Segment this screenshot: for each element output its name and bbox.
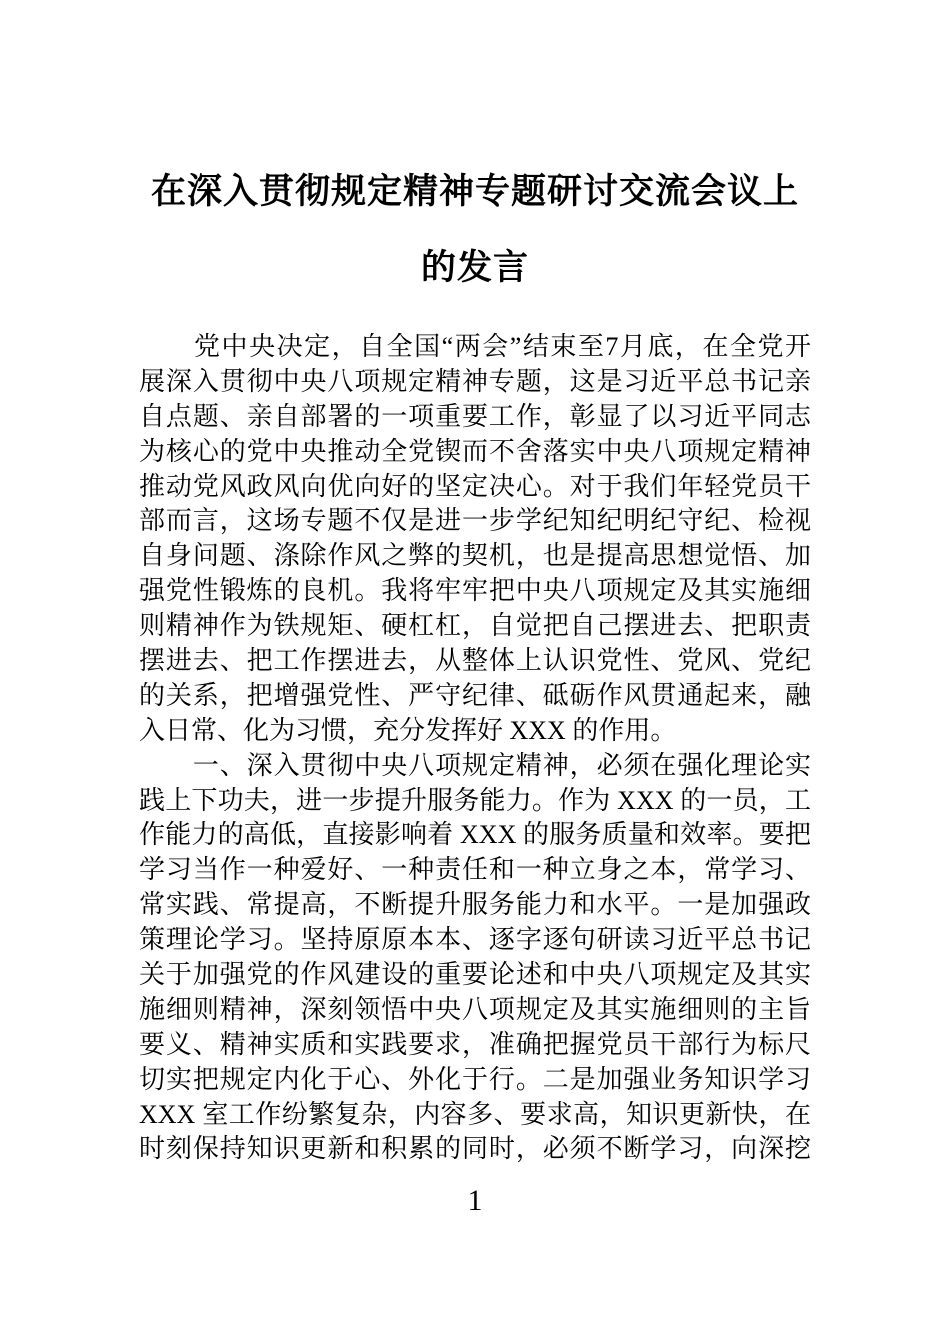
title-line-2: 的发言 bbox=[420, 248, 529, 287]
paragraph bbox=[139, 749, 811, 1168]
body-line: 则精神作为铁规矩、硬杠杠，自觉把自己摆进去、把职责 bbox=[139, 611, 811, 641]
body-line: XXX 室工作纷繁复杂，内容多、要求高，知识更新快，在 bbox=[139, 1099, 811, 1129]
title-line-1: 在深入贯彻规定精神专题研讨交流会议上 bbox=[150, 172, 799, 211]
body-line: 部而言，这场专题不仅是进一步学纪知纪明纪守纪、检视 bbox=[139, 506, 811, 536]
body-line: 学习当作一种爱好、一种责任和一种立身之本，常学习、 bbox=[139, 855, 811, 885]
body-line: 的关系，把增强党性、严守纪律、砥砺作风贯通起来，融 bbox=[139, 680, 811, 710]
body-line: 施细则精神，深刻领悟中央八项规定及其实施细则的主旨 bbox=[139, 994, 811, 1024]
body-line: 切实把规定内化于心、外化于行。二是加强业务知识学习 bbox=[139, 1064, 811, 1094]
body-line: 推动党风政风向优向好的坚定决心。对于我们年轻党员干 bbox=[139, 471, 811, 501]
body-line: 常实践、常提高，不断提升服务能力和水平。一是加强政 bbox=[139, 890, 811, 920]
body-line: 要义、精神实质和实践要求，准确把握党员干部行为标尺 bbox=[139, 1029, 811, 1059]
body-line: 为核心的党中央推动全党锲而不舍落实中央八项规定精神 bbox=[139, 436, 811, 466]
body-line: 时刻保持知识更新和积累的同时，必须不断学习，向深挖 bbox=[139, 1134, 811, 1164]
body-line: 践上下功夫，进一步提升服务能力。作为 XXX 的一员，工 bbox=[139, 785, 811, 815]
body-line: 展深入贯彻中央八项规定精神专题，这是习近平总书记亲 bbox=[139, 366, 811, 396]
body-line: 自身问题、涤除作风之弊的契机，也是提高思想觉悟、加 bbox=[139, 541, 811, 571]
body-line: 一、深入贯彻中央八项规定精神，必须在强化理论实 bbox=[139, 750, 811, 780]
body-line: 摆进去、把工作摆进去，从整体上认识党性、党风、党纪 bbox=[139, 646, 811, 676]
body-line: 策理论学习。坚持原原本本、逐字逐句研读习近平总书记 bbox=[139, 925, 811, 955]
document-title bbox=[0, 0, 950, 306]
body-line: 入日常、化为习惯，充分发挥好 XXX 的作用。 bbox=[139, 715, 677, 745]
page-number: 1 bbox=[467, 1184, 483, 1218]
paragraph bbox=[139, 330, 811, 749]
body-line: 强党性锻炼的良机。我将牢牢把中央八项规定及其实施细 bbox=[139, 576, 811, 606]
body-line: 党中央决定，自全国“两会”结束至7月底，在全党开 bbox=[139, 332, 811, 361]
body-line: 关于加强党的作风建设的重要论述和中央八项规定及其实 bbox=[139, 960, 811, 990]
body-line: 作能力的高低，直接影响着 XXX 的服务质量和效率。要把 bbox=[139, 820, 811, 850]
document-body bbox=[139, 330, 811, 1167]
body-line: 自点题、亲自部署的一项重要工作，彰显了以习近平同志 bbox=[139, 401, 811, 431]
